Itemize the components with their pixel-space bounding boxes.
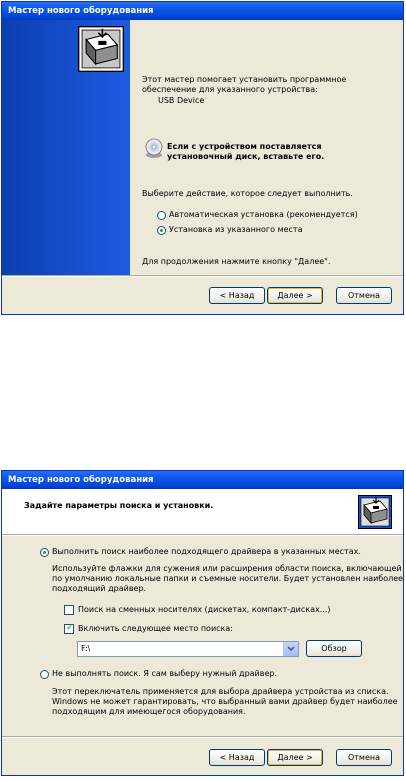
back-button[interactable]: < Назад: [209, 749, 265, 766]
search-description: [52, 564, 403, 594]
wizard-dialog-2: [1, 470, 404, 776]
divider: [2, 275, 403, 277]
hardware-wizard-icon: [358, 495, 392, 529]
no-search-desc-line-3: подходящим для имеющегося оборудования.: [52, 707, 246, 716]
disk-hint-line-1: Если с устройством поставляется: [167, 142, 322, 151]
radio-manual-install[interactable]: [157, 225, 367, 236]
chevron-down-icon[interactable]: [283, 642, 298, 656]
checkbox-location-label[interactable]: Включить следующее место поиска:: [78, 624, 233, 633]
intro-line-2: обеспечение для указанного устройства:: [142, 85, 318, 94]
checkbox-removable-media[interactable]: [64, 605, 334, 616]
cd-disk-icon: [145, 137, 163, 159]
wizard-side-panel: [2, 20, 130, 275]
radio-search[interactable]: [40, 547, 380, 558]
radio-auto-button[interactable]: [157, 211, 166, 220]
wizard-dialog-1: [1, 1, 404, 315]
radio-no-search[interactable]: [40, 669, 340, 680]
checkbox-location-box[interactable]: [64, 624, 74, 634]
location-combo[interactable]: [77, 641, 299, 657]
no-search-desc-line-2: Windows не может гарантировать, что выбранный вами драйвер будет наиболее: [52, 697, 398, 706]
header-divider: [2, 534, 403, 536]
radio-auto-install[interactable]: [157, 210, 367, 221]
search-desc-line-1: Используйте флажки для сужения или расширения области поиска, включающей: [52, 564, 402, 573]
disk-hint-line-2: установочный диск, вставьте его.: [167, 152, 325, 161]
disk-hint: [167, 142, 324, 162]
no-search-description: [52, 687, 398, 717]
checkbox-include-location[interactable]: [64, 624, 264, 635]
title-bar[interactable]: Мастер нового оборудования: [2, 2, 403, 20]
radio-search-button[interactable]: [40, 548, 49, 557]
intro-text: [142, 75, 346, 95]
divider: [2, 736, 403, 738]
location-input[interactable]: F:\: [81, 644, 91, 653]
cancel-button[interactable]: Отмена: [336, 749, 392, 766]
browse-button[interactable]: Обзор: [306, 640, 362, 657]
cancel-button[interactable]: Отмена: [336, 287, 392, 304]
continue-hint: Для продолжения нажмите кнопку "Далее".: [142, 257, 331, 266]
hardware-wizard-icon: [78, 26, 124, 72]
device-name: USB Device: [158, 96, 205, 105]
header-strip: [2, 489, 403, 534]
checkmark-icon: ✓: [66, 623, 74, 633]
search-desc-line-2: по умолчанию локальные папки и съемные носители. Будет установлен наиболее: [52, 574, 404, 583]
next-button[interactable]: Далее >: [267, 749, 323, 766]
no-search-desc-line-1: Этот переключатель применяется для выбора драйвера устройства из списка.: [52, 687, 389, 696]
intro-line-1: Этот мастер помогает установить программное: [142, 75, 347, 84]
checkbox-removable-label[interactable]: Поиск на сменных носителях (дискетах, компакт-дисках...): [78, 605, 331, 614]
checkbox-removable-box[interactable]: [64, 605, 74, 615]
radio-auto-label[interactable]: Автоматическая установка (рекомендуется): [169, 210, 358, 219]
header-title: Задайте параметры поиска и установки.: [24, 501, 214, 510]
back-button[interactable]: < Назад: [209, 287, 265, 304]
radio-manual-button[interactable]: [157, 226, 166, 235]
title-bar[interactable]: Мастер нового оборудования: [2, 471, 403, 489]
radio-search-label[interactable]: Выполнить поиск наиболее подходящего драйвера в указанных местах.: [52, 547, 361, 556]
next-button[interactable]: Далее >: [267, 287, 323, 304]
choose-action-label: Выберите действие, которое следует выполнить.: [142, 189, 353, 198]
radio-manual-label[interactable]: Установка из указанного места: [169, 225, 303, 234]
radio-no-search-button[interactable]: [40, 670, 49, 679]
radio-no-search-label[interactable]: Не выполнять поиск. Я сам выберу нужный драйвер.: [52, 669, 278, 678]
search-desc-line-3: подходящий драйвер.: [52, 584, 147, 593]
